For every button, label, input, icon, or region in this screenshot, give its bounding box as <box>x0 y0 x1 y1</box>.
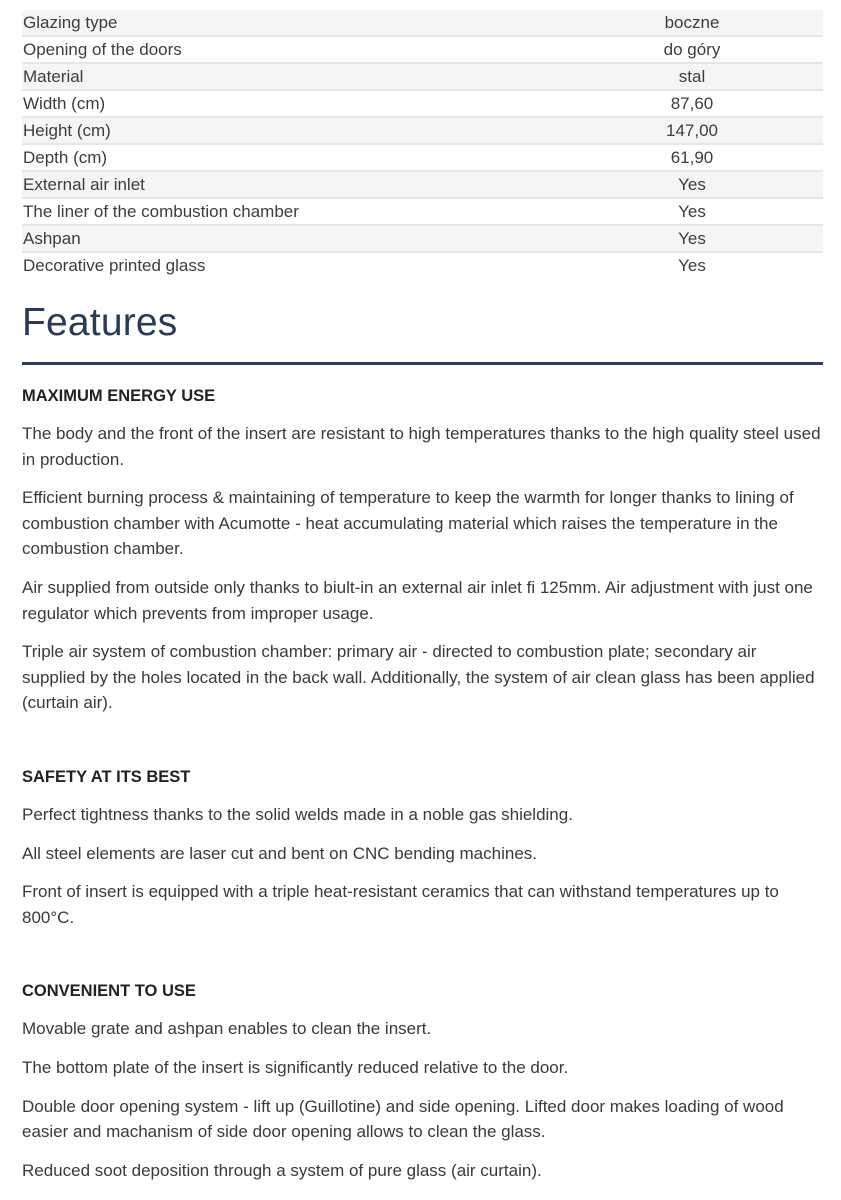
features-title: Features <box>22 301 178 344</box>
spec-label: Depth (cm) <box>22 144 563 171</box>
section-paragraph: Front of insert is equipped with a triple heat-resistant ceramics that can withstand temperatures up to 800°C. <box>22 882 779 927</box>
spec-value: Yes <box>563 171 823 198</box>
section-paragraph: Movable grate and ashpan enables to clean the insert. <box>22 1019 432 1039</box>
feature-section-safety <box>22 766 823 930</box>
section-paragraph: All steel elements are laser cut and bent on CNC bending machines. <box>22 843 538 863</box>
spec-row <box>22 63 823 90</box>
spec-row <box>22 90 823 117</box>
feature-section-convenience <box>22 980 823 1183</box>
spec-row <box>22 144 823 171</box>
spec-row <box>22 36 823 63</box>
feature-section-energy <box>22 385 823 716</box>
section-paragraph: The bottom plate of the insert is significantly reduced relative to the door. <box>22 1057 569 1077</box>
spec-row <box>22 252 823 278</box>
spec-value: do góry <box>563 36 823 63</box>
spec-row <box>22 117 823 144</box>
spec-label: The liner of the combustion chamber <box>22 198 563 225</box>
section-paragraph: The body and the front of the insert are resistant to high temperatures thanks to the high quality steel used in production. <box>22 424 821 469</box>
section-paragraph: Triple air system of combustion chamber: primary air - directed to combustion plate; secondary air supplied by the holes located in the back wall. Additionally, the system of air clean glass has been applied (curtain air). <box>22 642 815 713</box>
spec-label: Width (cm) <box>22 90 563 117</box>
spec-row <box>22 225 823 252</box>
spec-row <box>22 198 823 225</box>
section-paragraph: Air supplied from outside only thanks to biult-in an external air inlet fi 125mm. Air adjustment with just one regulator which prevents from improper usage. <box>22 577 813 623</box>
section-heading: MAXIMUM ENERGY USE <box>22 387 216 405</box>
spec-value: Yes <box>678 256 706 275</box>
spec-value: Yes <box>563 198 823 225</box>
section-paragraph: Perfect tightness thanks to the solid welds made in a noble gas shielding. <box>22 804 573 824</box>
spec-label: Height (cm) <box>22 117 563 144</box>
spec-label: Decorative printed glass <box>23 256 206 275</box>
spec-label: Glazing type <box>22 10 563 36</box>
spec-value: stal <box>563 63 823 90</box>
spec-value: 87,60 <box>563 90 823 117</box>
spec-label: Material <box>22 63 563 90</box>
section-paragraph: Double door opening system - lift up (Guillotine) and side opening. Lifted door makes loading of wood easier and machanism of side door opening allows to clean the glass. <box>22 1096 784 1142</box>
page <box>22 0 823 1183</box>
spec-row <box>22 10 823 36</box>
spec-label: Opening of the doors <box>22 36 563 63</box>
spec-value: Yes <box>563 225 823 252</box>
spec-value: 61,90 <box>563 144 823 171</box>
section-heading: SAFETY AT ITS BEST <box>22 767 191 786</box>
spec-label: External air inlet <box>22 171 563 198</box>
spec-row <box>22 171 823 198</box>
spec-label: Ashpan <box>22 225 563 252</box>
section-paragraph: Efficient burning process & maintaining of temperature to keep the warmth for longer thanks to lining of combustion chamber with Acumotte - heat accumulating material which raises the temperature in the combustion chamber. <box>22 488 794 559</box>
spec-value: boczne <box>563 10 823 36</box>
section-paragraph: Reduced soot deposition through a system of pure glass (air curtain). <box>22 1160 542 1180</box>
title-divider <box>22 362 823 365</box>
section-heading: CONVENIENT TO USE <box>22 982 196 1001</box>
spec-table <box>22 10 823 278</box>
spec-value: 147,00 <box>563 117 823 144</box>
